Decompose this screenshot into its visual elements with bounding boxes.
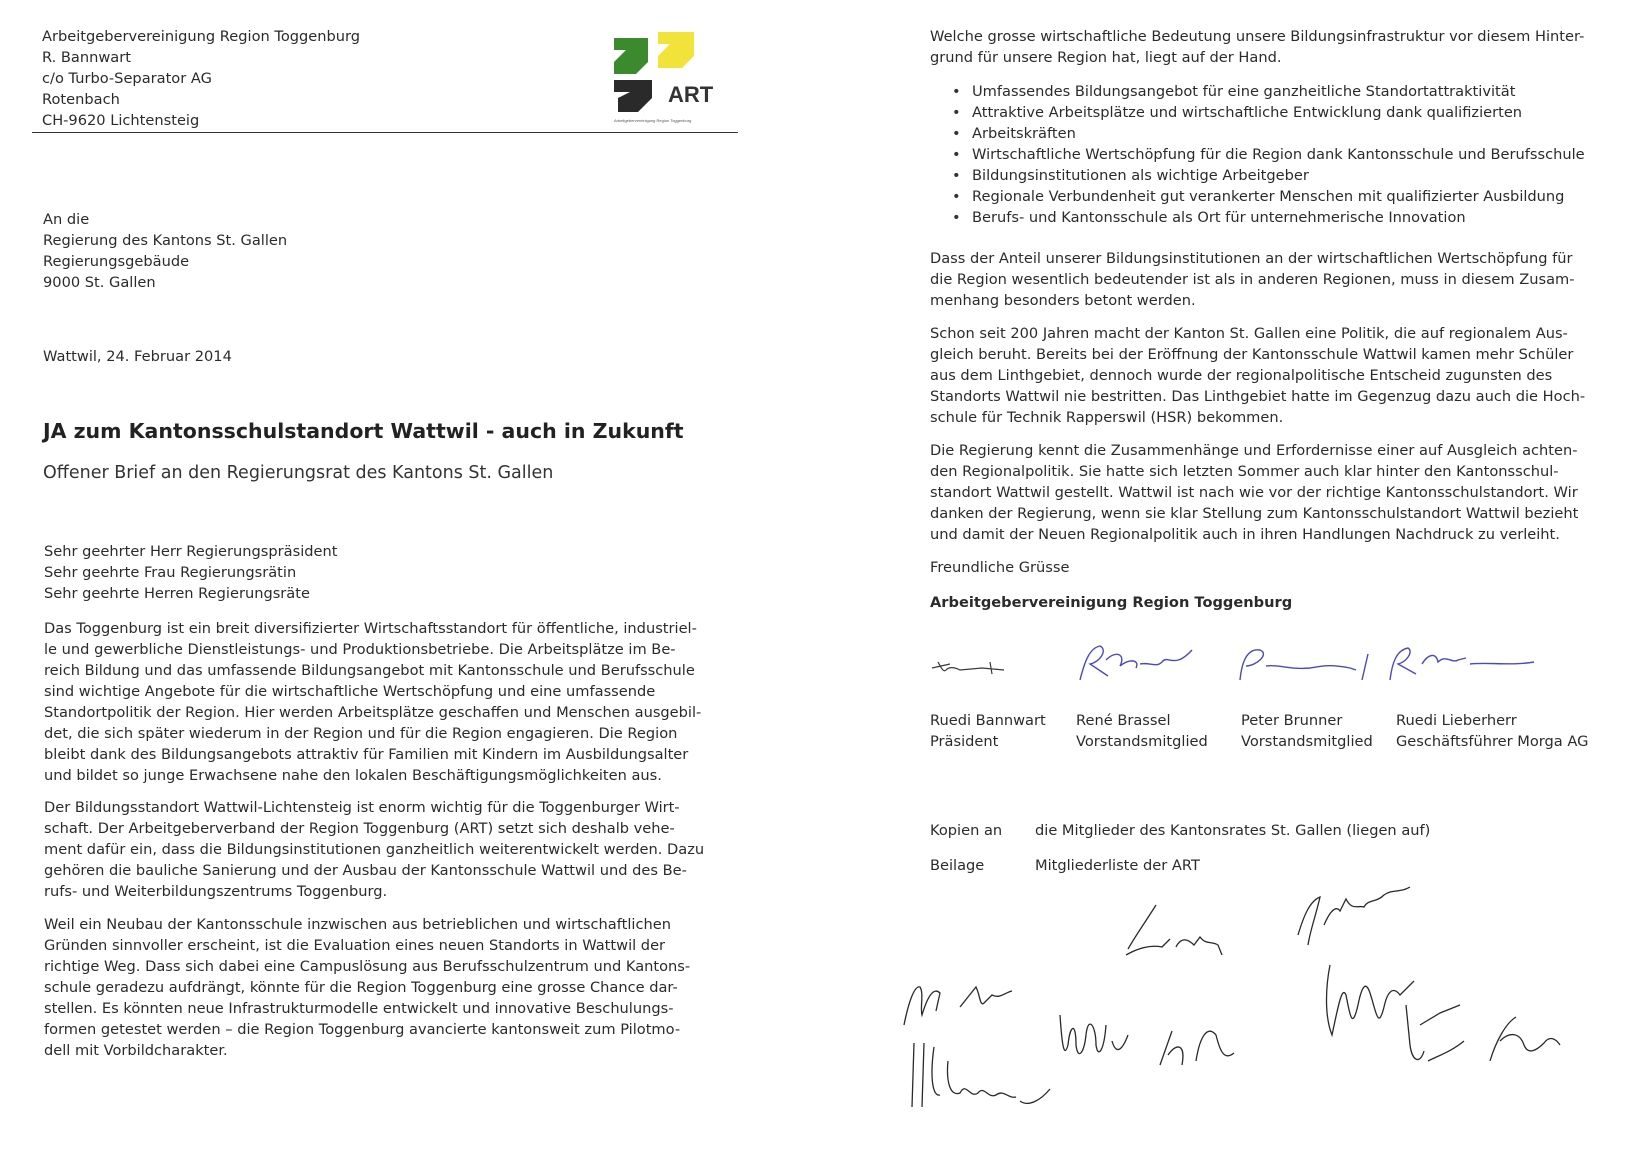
signer-name: Ruedi Lieberherr <box>1396 712 1517 729</box>
paragraph-6 <box>930 440 1578 545</box>
copies-label: Kopien an <box>930 822 1003 839</box>
organization-name: Arbeitgebervereinigung Region Toggenburg <box>930 594 1293 611</box>
text-line: Das Toggenburg ist ein breit diversifizierter Wirtschaftsstandort für öffentliche, industriel- <box>44 620 697 637</box>
signer <box>1396 710 1588 752</box>
text-line: richtige Weg. Dass sich dabei eine Campuslösung aus Berufsschulzentrum und Kantons- <box>44 958 691 975</box>
sender-line: Rotenbach <box>42 91 120 108</box>
sender-line: CH-9620 Lichtensteig <box>42 112 200 129</box>
text-line: Gründen sinnvoller erscheint, ist die Evaluation eines neuen Standorts in Wattwil der <box>44 937 666 954</box>
benefits-list <box>930 81 1585 228</box>
text-line: und bildet so junge Erwachsene nahe den lokalen Beschäftigungsmöglichkeiten aus. <box>44 767 662 784</box>
signer-name: René Brassel <box>1076 712 1171 729</box>
text-line: standort Wattwil gestellt. Wattwil ist nach wie vor der richtige Kantonsschulstandort. Wir <box>930 484 1578 501</box>
signer-role: Vorstandsmitglied <box>1076 733 1208 750</box>
text-line: Der Bildungsstandort Wattwil-Lichtensteig ist enorm wichtig für die Toggenburger Wirt- <box>44 799 680 816</box>
text-line: Standorts Wattwil nie bestritten. Das Linthgebiet hatte im Gegenzug dazu auch die Hoch- <box>930 388 1586 405</box>
text-line: die Region wesentlich bedeutender ist als in anderen Regionen, muss in diesem Zusam- <box>930 271 1575 288</box>
text-line: danken der Regierung, wenn sie klar Stellung zum Kantonsschulstandort Wattwil bezieht <box>930 505 1579 522</box>
recipient-line: Regierung des Kantons St. Gallen <box>43 232 288 249</box>
salutation <box>44 541 337 604</box>
text-line: Die Regierung kennt die Zusammenhänge und Erfordernisse einer auf Ausgleich achten- <box>930 442 1578 459</box>
text-line: ment dafür ein, dass die Bildungsinstitutionen ganzheitlich weiterentwickelt werden. Dazu <box>44 841 705 858</box>
list-item: • Wirtschaftliche Wertschöpfung für die Region dank Kantonsschule und Berufsschule <box>972 144 1585 165</box>
text-line: rufs- und Weiterbildungszentrums Toggenburg. <box>44 883 388 900</box>
intro-paragraph <box>930 26 1584 68</box>
closing: Freundliche Grüsse <box>930 559 1070 576</box>
text-line: stellen. Es könnten neue Infrastrukturmodelle entwickelt und innovative Beschulungs- <box>44 1000 674 1017</box>
text-line: gleich beruht. Bereits bei der Eröffnung der Kantonsschule Wattwil kamen mehr Schüler <box>930 346 1574 363</box>
text-line: dell mit Vorbildcharakter. <box>44 1042 228 1059</box>
text-line: schule für Technik Rapperswil (HSR) bekommen. <box>930 409 1284 426</box>
list-item: • Umfassendes Bildungsangebot für eine ganzheitliche Standortattraktivität <box>972 81 1585 102</box>
signer-role: Geschäftsführer Morga AG <box>1396 733 1589 750</box>
sender-address <box>42 26 360 131</box>
sender-line: Arbeitgebervereinigung Region Toggenburg <box>42 28 361 45</box>
text-line: Weil ein Neubau der Kantonsschule inzwischen aus betrieblichen und wirtschaftlichen <box>44 916 671 933</box>
art-logo-icon <box>614 32 724 132</box>
signer <box>1076 710 1208 752</box>
letter-page-1 <box>0 0 760 1172</box>
art-logo <box>614 32 724 132</box>
text-line: schaft. Der Arbeitgeberverband der Region Toggenburg (ART) setzt sich deshalb vehe- <box>44 820 675 837</box>
sender-line: R. Bannwart <box>42 49 131 66</box>
text-line: Welche grosse wirtschaftliche Bedeutung unsere Bildungsinfrastruktur vor diesem Hinter- <box>930 28 1585 45</box>
recipient-address <box>43 209 287 293</box>
signer-role: Präsident <box>930 733 999 750</box>
enclosure-value: Mitgliederliste der ART <box>1035 857 1200 874</box>
recipient-line: 9000 St. Gallen <box>43 274 156 291</box>
sender-line: c/o Turbo-Separator AG <box>42 70 212 87</box>
text-line: reich Bildung und das umfassende Bildungsangebot mit Kantonsschule und Berufsschule <box>44 662 695 679</box>
header-rule <box>32 132 738 133</box>
signer <box>930 710 1046 752</box>
letter-date: Wattwil, 24. Februar 2014 <box>43 348 232 365</box>
logo-text: ART <box>668 82 714 107</box>
recipient-line: Regierungsgebäude <box>43 253 190 270</box>
paragraph-5 <box>930 323 1585 428</box>
paragraph-4 <box>930 248 1575 311</box>
text-line: formen getestet werden – die Region Toggenburg avancierte kantonsweit zum Pilotmo- <box>44 1021 681 1038</box>
text-line: den Regionalpolitik. Sie hatte sich letzten Sommer auch klar hinter den Kantonsschul- <box>930 463 1559 480</box>
text-line: menhang besonders betont werden. <box>930 292 1196 309</box>
letter-subtitle: Offener Brief an den Regierungsrat des Kantons St. Gallen <box>43 463 554 483</box>
list-item-continuation: • Arbeitskräften <box>972 123 1585 144</box>
letter-title: JA zum Kantonsschulstandort Wattwil - auch in Zukunft <box>43 419 684 443</box>
text-line: det, die sich später wiederum in der Region und für die Region engagieren. Die Region <box>44 725 678 742</box>
list-item: • Bildungsinstitutionen als wichtige Arbeitgeber <box>972 165 1585 186</box>
logo-caption: Arbeitgebervereinigung Region Toggenburg <box>614 118 692 123</box>
member-signatures <box>900 875 1600 1125</box>
signer <box>1241 710 1373 752</box>
list-item: • Regionale Verbundenheit gut verankerter Menschen mit qualifizierter Ausbildung <box>972 186 1585 207</box>
signer-role: Vorstandsmitglied <box>1241 733 1373 750</box>
salutation-line: Sehr geehrte Frau Regierungsrätin <box>44 564 297 581</box>
recipient-line: An die <box>43 211 90 228</box>
list-item: • Berufs- und Kantonsschule als Ort für unternehmerische Innovation <box>972 207 1585 228</box>
letter-page-2 <box>930 0 1643 1172</box>
copies-value: die Mitglieder des Kantonsrates St. Gallen (liegen auf) <box>1035 822 1431 839</box>
text-line: aus dem Linthgebiet, dennoch wurde der regionalpolitische Entscheid zugunsten des <box>930 367 1553 384</box>
text-line: gehören die bauliche Sanierung und der Ausbau der Kantonsschule Wattwil und des Be- <box>44 862 687 879</box>
text-line: Schon seit 200 Jahren macht der Kanton St. Gallen eine Politik, die auf regionalem Aus- <box>930 325 1568 342</box>
text-line: schule geradezu aufdrängt, könnte für die Region Toggenburg eine grosse Chance dar- <box>44 979 678 996</box>
paragraph-3 <box>44 914 690 1061</box>
salutation-line: Sehr geehrte Herren Regierungsräte <box>44 585 310 602</box>
paragraph-2 <box>44 797 704 902</box>
signer-name: Ruedi Bannwart <box>930 712 1046 729</box>
text-line: le und gewerbliche Dienstleistungs- und Produktionsbetriebe. Die Arbeitsplätze im Be- <box>44 641 676 658</box>
list-item: • Attraktive Arbeitsplätze und wirtschaftliche Entwicklung dank qualifizierten <box>972 102 1585 123</box>
paragraph-1 <box>44 618 701 786</box>
salutation-line: Sehr geehrter Herr Regierungspräsident <box>44 543 338 560</box>
text-line: grund für unsere Region hat, liegt auf der Hand. <box>930 49 1282 66</box>
enclosure-label: Beilage <box>930 857 985 874</box>
signer-name: Peter Brunner <box>1241 712 1343 729</box>
signatures <box>930 640 1643 690</box>
text-line: Dass der Anteil unserer Bildungsinstitutionen an der wirtschaftlichen Wertschöpfung für <box>930 250 1573 267</box>
text-line: Standortpolitik der Region. Hier werden Arbeitsplätze geschaffen und Menschen ausgebil- <box>44 704 702 721</box>
text-line: bleibt dank des Bildungsangebots attraktiv für Familien mit Kindern im Ausbildungsalter <box>44 746 689 763</box>
text-line: und damit der Neuen Regionalpolitik auch in ihren Handlungen Nachdruck zu verleiht. <box>930 526 1560 543</box>
text-line: sind wichtige Angebote für die wirtschaftliche Wertschöpfung und eine umfassende <box>44 683 656 700</box>
